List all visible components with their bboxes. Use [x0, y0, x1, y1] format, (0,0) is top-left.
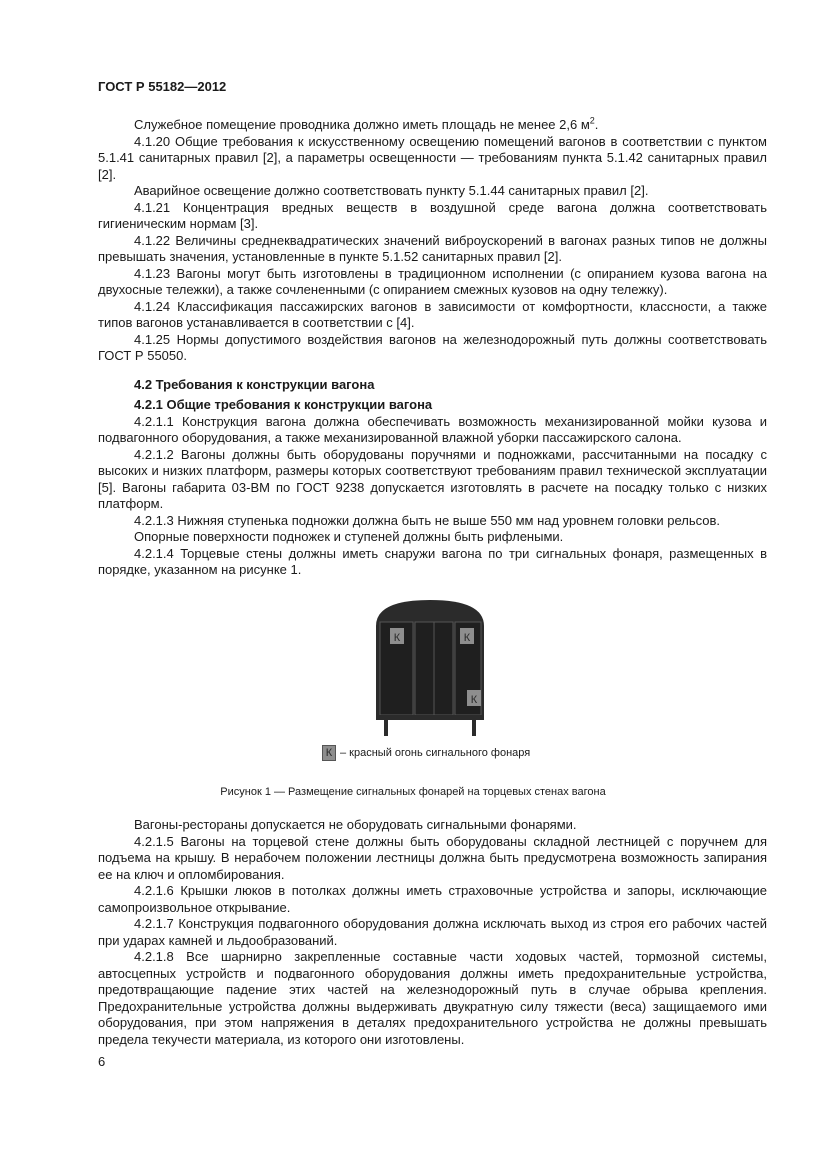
text-block-top	[98, 117, 767, 579]
paragraph: 4.2.1.2 Вагоны должны быть оборудованы поручнями и подножками, рассчитанными на посадку с высоких и низких платформ, размеры которых соответствуют требованиям правил технической эксплуатации [5]. Вагоны габарита 03-ВМ по ГОСТ 9238 допускается изготовлять в расчете на посадку только с низких платформ.	[98, 446, 767, 511]
document-id-header: ГОСТ Р 55182—2012	[98, 79, 227, 94]
paragraph: 4.2.1.7 Конструкция подвагонного оборудования должна исключать выход из строя его рабочих частей при ударах камней и льдообразований.	[98, 916, 767, 948]
paragraph-conductor-room: Служебное помещение проводника должно иметь площадь не менее 2,6 $м^2$.	[134, 115, 599, 132]
svg-text:К: К	[393, 632, 401, 644]
right-support	[472, 720, 476, 736]
page-number: 6	[98, 1054, 106, 1069]
figure-caption: Рисунок 1 — Размещение сигнальных фонарей на торцевых стенах вагона	[220, 786, 606, 798]
wagon-end-figure	[374, 598, 486, 740]
signal-lamp-bottom-right	[467, 690, 481, 706]
section-heading: 4.2 Требования к конструкции вагона	[134, 376, 375, 392]
paragraph: 4.2.1.6 Крышки люков в потолках должны иметь страховочные устройства и запоры, исключающие самопроизвольное открывание.	[98, 883, 767, 915]
paragraph: 4.1.23 Вагоны могут быть изготовлены в традиционном исполнении (с опиранием кузова вагона на двухосные тележки), а также сочлененными (с опиранием смежных кузовов на одну тележку).	[98, 265, 767, 297]
paragraph: Вагоны-рестораны допускается не оборудовать сигнальными фонарями.	[134, 817, 577, 832]
paragraph: 4.2.1.4 Торцевые стены должны иметь снаружи вагона по три сигнальных фонаря, размещенных в порядке, указанном на рисунке 1.	[98, 545, 767, 577]
superscript: 2	[589, 115, 595, 126]
legend-lamp-icon: К	[322, 745, 336, 761]
left-support	[384, 720, 388, 736]
paragraph: 4.1.21 Концентрация вредных веществ в воздушной среде вагона должна соответствовать гигиеническим нормам [3].	[98, 199, 767, 231]
signal-lamp-top-left	[390, 628, 404, 644]
subsection-heading: 4.2.1 Общие требования к конструкции вагона	[134, 397, 433, 412]
paragraph: 4.1.22 Величины среднеквадратических значений виброускорений в вагонах разных типов не должны превышать значения, установленные в пункте 5.1.52 санитарных правил [2].	[98, 232, 767, 264]
paragraph: Опорные поверхности подножек и ступеней должны быть рифлеными.	[134, 529, 564, 544]
paragraph: 4.1.24 Классификация пассажирских вагонов в зависимости от комфортности, классности, а также типов вагонов устанавливается в соответствии с [4].	[98, 298, 767, 330]
wagon-bottom-edge	[376, 715, 484, 720]
paragraph: 4.2.1.5 Вагоны на торцевой стене должны быть оборудованы складной лестницей с поручнем для подъема на крышу. В нерабочем положении лестницы должна быть предусмотрена возможность запирания ее на ключ и опломбирования.	[98, 833, 767, 882]
signal-lamp-top-right	[460, 628, 474, 644]
paragraph: 4.2.1.1 Конструкция вагона должна обеспечивать возможность механизированной мойки кузова и подвагонного оборудования, а также механизированной влажной уборки пассажирского салона.	[98, 413, 767, 445]
paragraph: 4.1.20 Общие требования к искусственному освещению помещений вагонов в соответствии с пунктом 5.1.41 санитарных правил [2], а параметры освещенности — требованиям пункта 5.1.42 санитарных правил [2].	[98, 133, 767, 182]
svg-text:К: К	[470, 694, 478, 706]
svg-text:К: К	[463, 632, 471, 644]
paragraph: 4.2.1.3 Нижняя ступенька подножки должна быть не выше 550 мм над уровнем головки рельсов.	[134, 512, 720, 528]
paragraph: 4.1.25 Нормы допустимого воздействия вагонов на железнодорожный путь должны соответствовать ГОСТ Р 55050.	[98, 331, 767, 363]
paragraph: Аварийное освещение должно соответствовать пункту 5.1.44 санитарных правил [2].	[134, 183, 649, 198]
paragraph: 4.2.1.8 Все шарнирно закрепленные составные части ходовых частей, тормозной системы, автосцепных устройств и подвагонного оборудования должны иметь предохранительные устройства, предотвращающие падение этих частей на железнодорожный путь в случае обрыва крепления. Предохранительные устройства должны выдерживать двукратную силу тяжести (веса) защищаемого ими оборудования, при этом напряжения в деталях предохранительного устройства не должны превышать предела текучести материала, из которого они изготовлены.	[98, 949, 767, 1047]
legend-text: – красный огонь сигнального фонаря	[340, 747, 531, 759]
figure-legend	[322, 745, 530, 761]
text-block-bottom	[98, 817, 767, 1048]
